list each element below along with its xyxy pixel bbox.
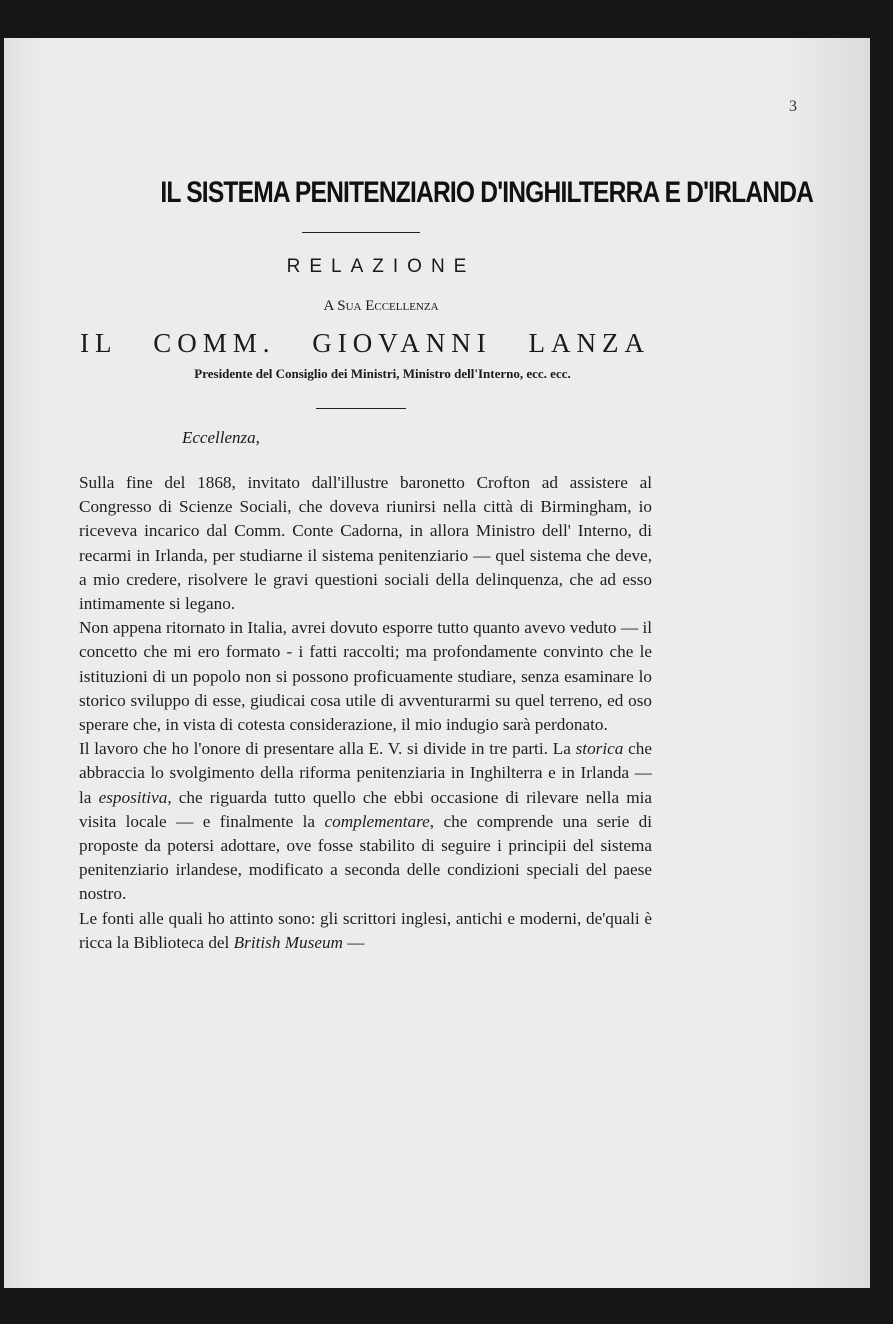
paragraph-4-text-a: Le fonti alle quali ho attinto sono: gli scrittori inglesi, antichi e moderni, de'quali è ricca la Biblioteca del — [79, 908, 652, 952]
page-number: 3 — [789, 98, 797, 115]
salutation: Eccellenza, — [182, 428, 260, 447]
paragraph-4 — [79, 907, 652, 955]
paragraph-1: Sulla fine del 1868, invitato dall'illustre baronetto Crofton ad assistere al Congresso di Scienze Sociali, che doveva riunirsi nella città di Birmingham, io riceveva incarico dal Comm. Conte Cadorna, in allora Ministro dell' Interno, di recarmi in Irlanda, per studiarne il sistema penitenziario — quel sistema che deve, a mio credere, risolvere le gravi questioni sociali della delinquenza, che ad esso intimamente si legano. — [79, 473, 652, 614]
dedication-line: A Sua Eccellenza — [323, 298, 439, 314]
paragraph-3-text-a: Il lavoro che ho l'onore di presentare alla E. V. si divide in tre parti. La — [79, 739, 576, 759]
report-heading: RELAZIONE — [286, 256, 476, 277]
paragraph-3-text-c: , che riguarda tutto quello che ebbi occasione di rilevare nella mia visita locale — e finalmente la — [79, 787, 653, 831]
paragraph-3-text-b: che abbraccia lo svolgimento della riforma penitenziaria in Inghilterra e in Irlanda — la — [79, 739, 652, 807]
paragraph-3 — [79, 737, 652, 906]
recipient-name: IL COMM. GIOVANNI LANZA — [80, 328, 650, 358]
term-british-museum: British Museum — [233, 932, 343, 952]
term-storica: storica — [575, 739, 624, 759]
title-divider — [302, 232, 420, 233]
term-espositiva: espositiva — [98, 787, 168, 807]
paragraph-3-text-d: , che comprende una serie di proposte da potersi adottare, ove fosse stabilito di seguire i principii del sistema penitenziario irlandese, modificato a seconda delle condizioni speciali del paese nostro. — [79, 811, 652, 904]
main-title: IL SISTEMA PENITENZIARIO D'INGHILTERRA E D'IRLANDA — [160, 176, 814, 209]
term-complementare: complementare — [324, 811, 430, 831]
letter-body — [79, 471, 652, 955]
paragraph-2: Non appena ritornato in Italia, avrei dovuto esporre tutto quanto avevo veduto — il concetto che mi ero formato - i fatti raccolti; ma profondamente convinto che le istituzioni di un popolo non si possono proficuamente studiare, senza esaminare lo storico sviluppo di esse, giudicai cosa utile di avventurarmi su quel terreno, ed oso sperare che, in vista di cotesta considerazione, il mio indugio sarà perdonato. — [79, 618, 652, 735]
ornament-divider — [316, 408, 406, 409]
paragraph-4-text-b: — — [342, 932, 365, 952]
recipient-office: Presidente del Consiglio dei Ministri, Ministro dell'Interno, ecc. ecc. — [194, 366, 571, 381]
